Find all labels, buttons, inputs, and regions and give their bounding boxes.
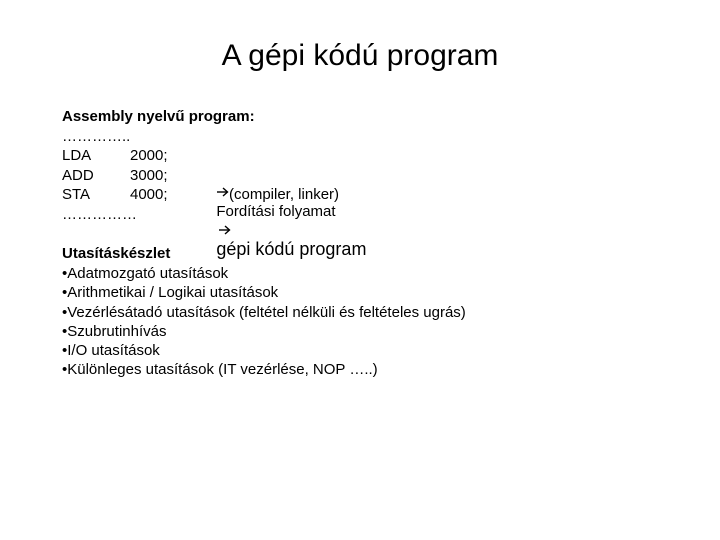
list-item: •Vezérlésátadó utasítások (feltétel nélküli és feltételes ugrás) [62, 303, 466, 321]
instruction-op: ADD [62, 167, 94, 184]
instruction-op: STA [62, 186, 91, 203]
list-item: •Szubrutinhívás [62, 322, 167, 340]
translation-process-note: (compiler, linker) [229, 186, 340, 203]
instruction-set-heading: Utasításkészlet [62, 245, 171, 262]
list-item: •Arithmetikai / Logikai utasítások [62, 284, 279, 302]
list-item: •Adatmozgató utasítások [62, 265, 229, 282]
assembly-ellipsis-bottom: …………… [62, 206, 137, 223]
list-item: •Különleges utasítások (IT vezérlése, NOP …..) [62, 361, 378, 379]
slide-title: A gépi kódú program [221, 39, 499, 72]
instruction-arg: 3000; [130, 167, 168, 184]
translation-line [208, 164, 366, 260]
list-item: •I/O utasítások [62, 342, 160, 360]
instruction-arg: 4000; [130, 186, 168, 203]
assembly-heading: Assembly nyelvű program: [62, 108, 255, 125]
instruction-op: LDA [62, 147, 92, 164]
instruction-set-list [62, 264, 466, 380]
right-arrow-icon [218, 224, 232, 236]
translation-process-label: Fordítási folyamat [216, 203, 336, 220]
translation-target-label: gépi kódú program [216, 239, 367, 259]
assembly-ellipsis-top: ………….. [62, 128, 131, 145]
instruction-arg: 2000; [130, 147, 168, 164]
